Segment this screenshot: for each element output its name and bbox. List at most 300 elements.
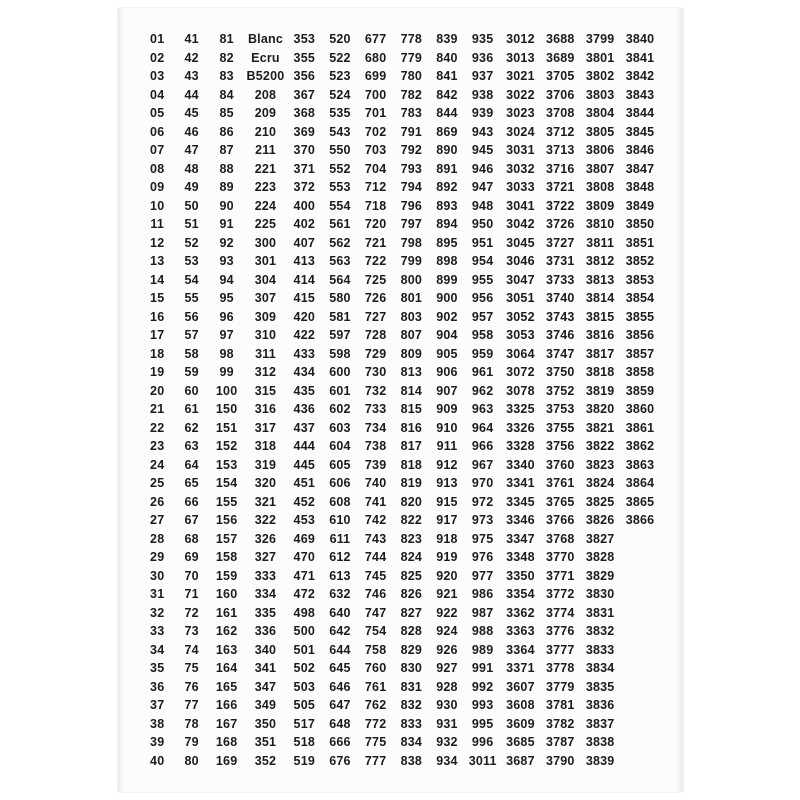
table-cell: 988 — [471, 624, 494, 639]
table-cell: 54 — [184, 272, 199, 287]
table-cell: 936 — [471, 50, 494, 65]
table-cell: 730 — [364, 365, 387, 380]
table-row — [140, 548, 660, 567]
table-cell: 975 — [471, 531, 494, 546]
table-cell: 07 — [150, 143, 165, 158]
number-grid — [140, 30, 660, 770]
table-cell: 807 — [400, 328, 423, 343]
table-cell: 83 — [219, 69, 234, 84]
table-cell: 3726 — [545, 217, 575, 232]
table-cell: 500 — [293, 624, 316, 639]
table-cell: 518 — [293, 735, 316, 750]
table-cell: 702 — [364, 124, 387, 139]
table-cell: 74 — [184, 642, 199, 657]
table-cell: 3012 — [506, 32, 535, 47]
table-cell: 989 — [471, 642, 494, 657]
table-cell: 561 — [329, 217, 351, 232]
table-cell — [620, 641, 660, 660]
table-cell: 904 — [436, 328, 458, 343]
table-cell: 954 — [471, 254, 494, 269]
table-cell: 826 — [400, 587, 423, 602]
table-cell: 3838 — [585, 735, 615, 750]
table-cell: 972 — [471, 494, 494, 509]
table-cell — [620, 715, 660, 734]
table-cell: 796 — [400, 198, 423, 213]
table-cell: 782 — [400, 87, 423, 102]
table-cell: 45 — [184, 106, 199, 121]
table-cell: 677 — [364, 32, 387, 47]
table-cell: 98 — [219, 346, 234, 361]
table-cell — [620, 622, 660, 641]
table-cell: 834 — [400, 735, 423, 750]
table-cell: 3685 — [506, 735, 535, 750]
table-row — [140, 86, 660, 105]
table-cell: 86 — [219, 124, 234, 139]
table-cell: 890 — [436, 143, 458, 158]
table-cell: 3766 — [545, 513, 575, 528]
table-cell: 977 — [471, 568, 494, 583]
table-cell: 3860 — [625, 402, 655, 417]
table-cell: 3371 — [506, 661, 535, 676]
table-cell — [620, 530, 660, 549]
table-cell: 502 — [293, 661, 316, 676]
table-cell: 21 — [150, 402, 165, 417]
table-cell: 817 — [400, 439, 423, 454]
table-row — [140, 197, 660, 216]
table-cell: 341 — [254, 661, 277, 676]
table-cell: 939 — [471, 106, 494, 121]
table-row — [140, 493, 660, 512]
table-cell: 3810 — [585, 217, 615, 232]
table-cell: 3772 — [545, 587, 575, 602]
table-cell: 3760 — [545, 457, 575, 472]
table-cell: 3850 — [625, 217, 655, 232]
table-cell: 779 — [400, 50, 423, 65]
table-cell: 420 — [293, 309, 316, 324]
table-cell: 3854 — [625, 291, 655, 306]
table-cell: 92 — [219, 235, 234, 250]
table-cell: 61 — [184, 402, 199, 417]
table-cell: 799 — [400, 254, 423, 269]
table-cell: 3721 — [545, 180, 575, 195]
table-cell: 905 — [436, 346, 458, 361]
table-cell: 718 — [364, 198, 387, 213]
table-cell: 3787 — [545, 735, 575, 750]
table-cell: 3024 — [506, 124, 535, 139]
table-cell: 3722 — [545, 198, 575, 213]
table-cell: 56 — [184, 309, 199, 324]
table-cell: 59 — [184, 365, 199, 380]
table-cell: 75 — [184, 661, 199, 676]
table-cell: 754 — [364, 624, 387, 639]
table-cell: 3826 — [585, 513, 615, 528]
table-cell: 505 — [293, 698, 316, 713]
table-cell: 948 — [471, 198, 494, 213]
table-cell: 413 — [293, 254, 316, 269]
table-cell: 03 — [150, 69, 165, 84]
table-cell: 951 — [471, 235, 494, 250]
table-cell: 3809 — [585, 198, 615, 213]
table-cell: 743 — [364, 531, 387, 546]
table-cell: 727 — [364, 309, 387, 324]
table-cell: 320 — [254, 476, 277, 491]
table-cell: 644 — [329, 642, 351, 657]
table-cell: 611 — [329, 531, 351, 546]
table-cell: 3846 — [625, 143, 655, 158]
table-cell: 3781 — [545, 698, 575, 713]
table-cell: 40 — [150, 753, 165, 768]
table-cell: 3706 — [545, 87, 575, 102]
table-cell: 169 — [215, 753, 238, 768]
table-cell: 3045 — [506, 235, 535, 250]
table-cell: 3852 — [625, 254, 655, 269]
table-cell: 893 — [436, 198, 458, 213]
numbers-table-body — [140, 30, 660, 770]
table-cell: 828 — [400, 624, 423, 639]
table-cell: 18 — [150, 346, 165, 361]
table-cell: 597 — [329, 328, 351, 343]
table-cell: Blanc — [247, 32, 283, 47]
table-cell: 3862 — [625, 439, 655, 454]
table-cell: 701 — [364, 106, 387, 121]
table-cell — [620, 548, 660, 567]
table-cell: 3837 — [585, 716, 615, 731]
table-cell: 632 — [329, 587, 351, 602]
table-cell: 12 — [150, 235, 165, 250]
table-cell: 745 — [364, 568, 387, 583]
table-cell: 304 — [254, 272, 277, 287]
table-cell: 911 — [436, 439, 458, 454]
table-cell — [620, 659, 660, 678]
table-cell: 3609 — [506, 716, 535, 731]
table-cell: 3753 — [545, 402, 575, 417]
table-cell: 906 — [436, 365, 458, 380]
table-cell: 415 — [293, 291, 316, 306]
table-cell: 917 — [436, 513, 458, 528]
table-row — [140, 67, 660, 86]
table-cell: 645 — [329, 661, 351, 676]
table-cell: 3831 — [585, 605, 615, 620]
table-cell — [620, 733, 660, 752]
table-cell: 321 — [254, 494, 277, 509]
table-cell: 48 — [184, 161, 199, 176]
table-row — [140, 123, 660, 142]
table-cell: 444 — [293, 439, 316, 454]
table-row — [140, 160, 660, 179]
table-cell: 3822 — [585, 439, 615, 454]
table-row — [140, 641, 660, 660]
table-cell: 97 — [219, 328, 234, 343]
table-cell: 794 — [400, 180, 423, 195]
table-cell: 647 — [329, 698, 351, 713]
table-cell: 613 — [329, 568, 351, 583]
table-cell: 3708 — [545, 106, 575, 121]
table-cell: 987 — [471, 605, 494, 620]
table-cell: 581 — [329, 309, 351, 324]
table-cell: 957 — [471, 309, 494, 324]
table-cell: 823 — [400, 531, 423, 546]
table-cell: 3856 — [625, 328, 655, 343]
table-cell: 927 — [436, 661, 458, 676]
table-cell: 3845 — [625, 124, 655, 139]
table-cell: 336 — [254, 624, 277, 639]
table-cell: 3363 — [506, 624, 535, 639]
table-cell: 958 — [471, 328, 494, 343]
table-cell: 311 — [255, 346, 276, 361]
table-cell: 3328 — [506, 439, 535, 454]
table-cell: 498 — [293, 605, 316, 620]
table-cell: 370 — [293, 143, 316, 158]
table-cell: 3756 — [545, 439, 575, 454]
table-row — [140, 733, 660, 752]
table-cell: 3851 — [625, 235, 655, 250]
table-cell: 726 — [364, 291, 387, 306]
table-cell: 915 — [436, 494, 458, 509]
table-cell: 369 — [293, 124, 316, 139]
table-cell: 38 — [150, 716, 165, 731]
table-cell: 720 — [364, 217, 387, 232]
table-cell: 96 — [219, 309, 234, 324]
table-cell: 371 — [293, 161, 316, 176]
table-cell: 3325 — [506, 402, 535, 417]
table-cell: 3021 — [506, 69, 535, 84]
table-cell: 319 — [254, 457, 277, 472]
table-cell: 47 — [184, 143, 199, 158]
table-row — [140, 696, 660, 715]
table-cell: 818 — [400, 457, 423, 472]
table-cell: 918 — [436, 531, 458, 546]
table-cell: 27 — [150, 513, 165, 528]
table-cell: 922 — [436, 605, 458, 620]
table-row — [140, 622, 660, 641]
table-cell: 503 — [293, 679, 316, 694]
table-cell: 704 — [364, 161, 387, 176]
table-cell: 3803 — [585, 87, 615, 102]
table-cell: 90 — [219, 198, 234, 213]
table-cell: 924 — [436, 624, 458, 639]
table-cell: 742 — [364, 513, 387, 528]
table-cell: 3776 — [545, 624, 575, 639]
table-cell: 543 — [329, 124, 351, 139]
table-cell: 322 — [254, 513, 277, 528]
table-cell: 550 — [329, 143, 351, 158]
table-cell: 995 — [471, 716, 494, 731]
table-cell: 744 — [364, 550, 387, 565]
table-cell: 838 — [400, 753, 423, 768]
table-cell: 3341 — [506, 476, 535, 491]
table-cell: 740 — [364, 476, 387, 491]
table-cell: 535 — [329, 106, 351, 121]
table-cell: 733 — [364, 402, 387, 417]
table-row — [140, 659, 660, 678]
table-cell: 959 — [471, 346, 494, 361]
table-cell: 680 — [364, 50, 387, 65]
table-cell: 160 — [215, 587, 238, 602]
table-cell: 840 — [436, 50, 458, 65]
table-cell: 3031 — [506, 143, 535, 158]
table-cell: 3832 — [585, 624, 615, 639]
table-cell: 3806 — [585, 143, 615, 158]
table-cell: 3814 — [585, 291, 615, 306]
table-cell: 51 — [184, 217, 199, 232]
table-cell: 839 — [436, 32, 458, 47]
table-cell: 88 — [219, 161, 234, 176]
table-cell: 937 — [471, 69, 494, 84]
table-cell: 842 — [436, 87, 458, 102]
table-cell: 3362 — [506, 605, 535, 620]
table-cell: 3740 — [545, 291, 575, 306]
table-row — [140, 104, 660, 123]
table-cell: 35 — [150, 661, 165, 676]
table-cell: 472 — [293, 587, 316, 602]
table-cell: 666 — [329, 735, 351, 750]
table-cell: 157 — [215, 531, 238, 546]
table-cell: 564 — [329, 272, 351, 287]
table-cell: 34 — [150, 642, 165, 657]
table-cell: 3827 — [585, 531, 615, 546]
table-cell: 02 — [150, 50, 165, 65]
table-cell: 964 — [471, 420, 494, 435]
table-cell: 976 — [471, 550, 494, 565]
table-cell: 986 — [471, 587, 494, 602]
table-cell: 772 — [364, 716, 387, 731]
table-cell: 16 — [150, 309, 165, 324]
table-cell: 29 — [150, 550, 165, 565]
table-cell: 42 — [184, 50, 199, 65]
table-cell: 62 — [184, 420, 199, 435]
table-cell: 435 — [293, 383, 316, 398]
table-cell: 72 — [184, 605, 199, 620]
table-cell: 3011 — [468, 753, 497, 768]
table-cell: 993 — [471, 698, 494, 713]
table-cell: 70 — [184, 568, 199, 583]
table-cell: 612 — [329, 550, 351, 565]
table-cell: 728 — [364, 328, 387, 343]
table-row — [140, 715, 660, 734]
table-cell: 350 — [254, 716, 277, 731]
table-cell: 775 — [364, 735, 387, 750]
table-cell: 09 — [150, 180, 165, 195]
table-cell: 156 — [215, 513, 238, 528]
table-cell: 814 — [400, 383, 423, 398]
table-cell: 01 — [150, 32, 165, 47]
table-cell: 920 — [436, 568, 458, 583]
table-cell: 3768 — [545, 531, 575, 546]
table-row — [140, 215, 660, 234]
table-cell: 333 — [254, 568, 277, 583]
table-cell: 3853 — [625, 272, 655, 287]
table-cell: 351 — [254, 735, 277, 750]
table-cell: 3825 — [585, 494, 615, 509]
table-cell: 910 — [436, 420, 458, 435]
table-cell: 433 — [293, 346, 316, 361]
table-cell: 844 — [436, 106, 458, 121]
table-row — [140, 49, 660, 68]
table-cell: 3755 — [545, 420, 575, 435]
table-cell: 3802 — [585, 69, 615, 84]
table-cell: 3844 — [625, 106, 655, 121]
table-row — [140, 400, 660, 419]
table-cell: 598 — [329, 346, 351, 361]
table-cell: 725 — [364, 272, 387, 287]
table-cell: 71 — [184, 587, 199, 602]
table-cell: 91 — [219, 217, 234, 232]
table-cell: 3712 — [545, 124, 575, 139]
table-cell: 407 — [293, 235, 316, 250]
table-cell: 3747 — [545, 346, 575, 361]
table-cell: 3023 — [506, 106, 535, 121]
table-cell: 68 — [184, 531, 199, 546]
table-cell: 3819 — [585, 383, 615, 398]
table-cell: 3752 — [545, 383, 575, 398]
table-cell: 3348 — [506, 550, 535, 565]
table-cell: B5200 — [246, 69, 285, 84]
table-cell: 3821 — [585, 420, 615, 435]
table-row — [140, 604, 660, 623]
table-cell: 469 — [293, 531, 316, 546]
table-row — [140, 419, 660, 438]
table-cell: 155 — [215, 494, 238, 509]
table-cell — [620, 567, 660, 586]
table-cell: 422 — [293, 328, 316, 343]
table-cell: 52 — [184, 235, 199, 250]
table-row — [140, 141, 660, 160]
table-cell: 721 — [364, 235, 387, 250]
table-row — [140, 511, 660, 530]
table-cell: 49 — [184, 180, 199, 195]
table-cell: 158 — [215, 550, 238, 565]
table-cell: 610 — [329, 513, 351, 528]
table-cell: 79 — [184, 735, 199, 750]
table-cell: 41 — [184, 32, 199, 47]
table-cell: 154 — [215, 476, 238, 491]
table-cell: 892 — [436, 180, 458, 195]
table-cell: 996 — [471, 735, 494, 750]
table-cell: 738 — [364, 439, 387, 454]
table-cell: 3815 — [585, 309, 615, 324]
table-cell: 522 — [329, 50, 351, 65]
table-cell: 562 — [329, 235, 351, 250]
table-cell: 3836 — [585, 698, 615, 713]
table-row — [140, 678, 660, 697]
table-cell: 3771 — [545, 568, 575, 583]
table-cell: 961 — [471, 365, 494, 380]
table-cell: 434 — [293, 365, 316, 380]
table-cell: 3805 — [585, 124, 615, 139]
table-cell: 3750 — [545, 365, 575, 380]
table-cell: 81 — [219, 32, 234, 47]
table-cell: 3051 — [506, 291, 535, 306]
table-cell: 65 — [184, 476, 199, 491]
table-row — [140, 530, 660, 549]
table-cell: 554 — [329, 198, 351, 213]
table-cell: 729 — [364, 346, 387, 361]
table-cell: 3849 — [625, 198, 655, 213]
table-cell: 3041 — [506, 198, 535, 213]
table-cell: 822 — [400, 513, 423, 528]
table-cell: 3782 — [545, 716, 575, 731]
table-cell: 13 — [150, 254, 165, 269]
table-cell: 301 — [254, 254, 277, 269]
table-cell: 20 — [150, 383, 165, 398]
table-cell: 824 — [400, 550, 423, 565]
table-cell: 517 — [293, 716, 316, 731]
table-cell — [620, 696, 660, 715]
table-cell: 3830 — [585, 587, 615, 602]
table-cell: 82 — [219, 50, 234, 65]
table-cell: 367 — [293, 87, 316, 102]
table-cell: 520 — [329, 32, 351, 47]
